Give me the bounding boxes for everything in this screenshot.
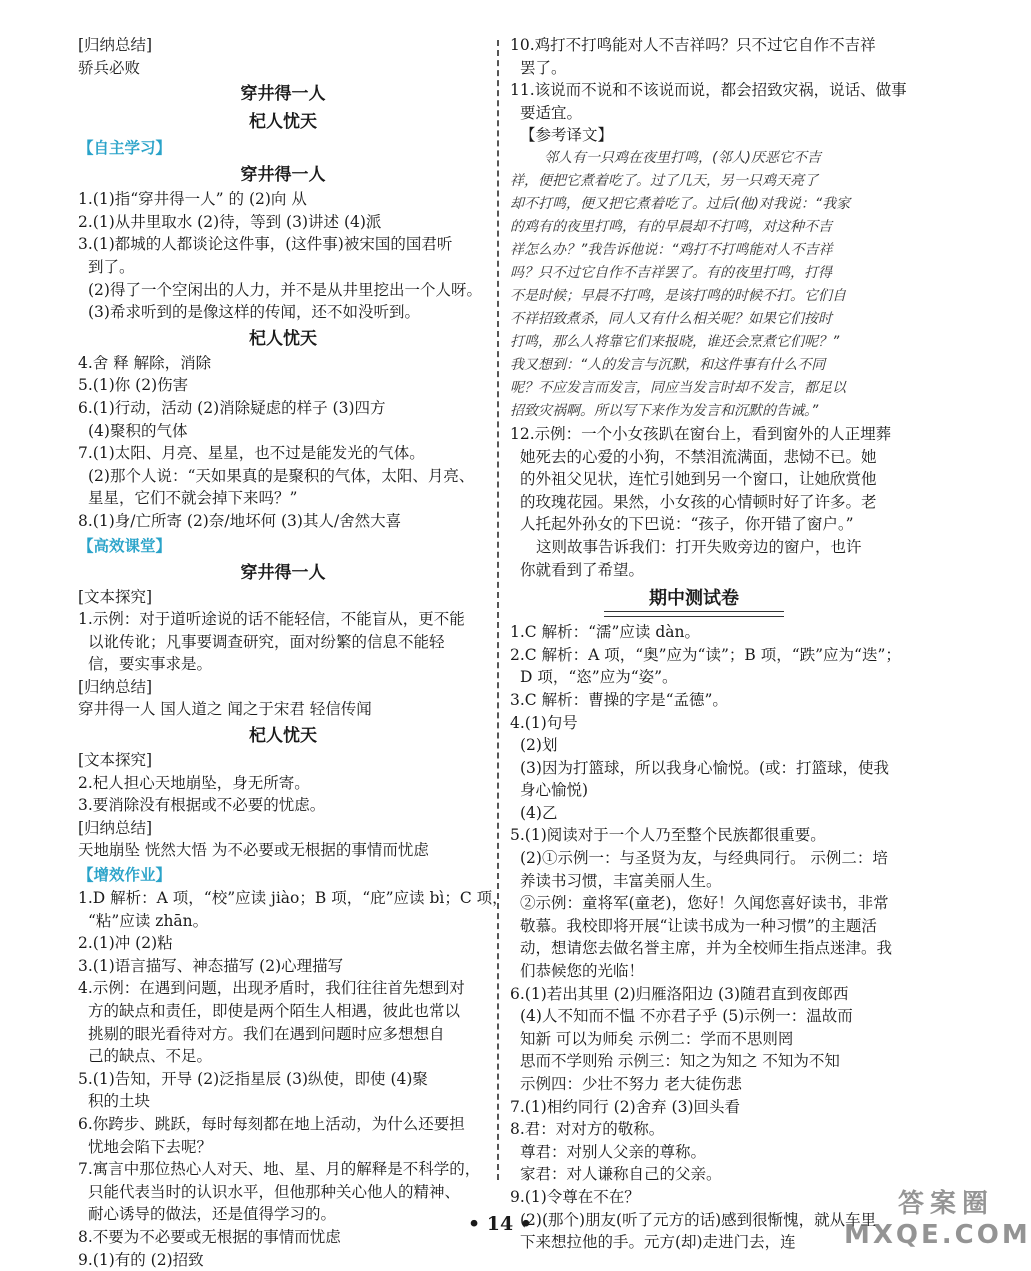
answer-line-continued: 们恭候您的光临！ (520, 962, 645, 981)
page-number: • 14 • (468, 1213, 532, 1235)
answer-line-continued: 耐心诱导的做法，还是值得学习的。 (88, 1205, 337, 1224)
answer-line-continued: 示例四：少壮不努力 老大徒伤悲 (520, 1075, 742, 1093)
answer-line-continued: 信，要实事求是。 (88, 655, 213, 674)
answer-line: 1.(1)指“穿井得一人” 的 (2)向 从 (78, 190, 307, 209)
right-column-top (510, 34, 930, 581)
section-label: [归纳总结] (78, 677, 153, 696)
answer-line-continued: 的玫瑰花园。果然，小女孩的心情顿时好了许多。老 (520, 492, 877, 511)
answer-line: 骄兵必败 (78, 58, 141, 77)
section-label: [归纳总结] (78, 818, 153, 837)
answer-line-continued: 身心愉悦) (520, 781, 589, 800)
answer-line-continued: (2)(那个)朋友(听了元方的话)感到很惭愧，就从车里 (520, 1210, 877, 1229)
section-label: 【参考译文】 (520, 126, 614, 145)
answer-line-continued: 己的缺点、不足。 (88, 1047, 213, 1066)
answer-line-continued: 知新 可以为师矣 示例二：学而不思则罔 (520, 1029, 794, 1048)
lesson-title: 杞人忧天 (249, 112, 317, 133)
answer-line-continued: 动，想请您去做名誉主席，并为全校师生指点迷津。我 (520, 939, 893, 958)
answer-line-continued: 下来想拉他的手。元方(却)走进门去，连 (520, 1233, 796, 1252)
answer-line: 4.示例：在遇到问题，出现矛盾时，我们往往首先想到对 (78, 979, 465, 998)
answer-line: 6.(1)行动，活动 (2)消除疑虑的样子 (3)四方 (78, 398, 386, 417)
answer-line: 11.该说而不说和不该说而说，都会招致灾祸，说话、做事 (510, 81, 907, 100)
section-heading: 【高效课堂】 (78, 535, 172, 555)
answer-line-continued: 人托起外孙女的下巴说：“孩子，你开错了窗户。” (520, 515, 854, 534)
lesson-title: 杞人忧天 (249, 726, 317, 747)
answer-line-continued: 这则故事告诉我们：打开失败旁边的窗户，也许 (536, 537, 862, 556)
answer-line-continued: 她死去的心爱的小狗，不禁泪流满面，悲恸不已。她 (520, 447, 877, 466)
answer-line: 4.(1)句号 (510, 713, 578, 732)
translation-line: 呢？不应发言而发言，同应当发言时却不发言，都足以 (510, 379, 846, 396)
answer-line: 1.示例：对于道听途说的话不能轻信，不能盲从，更不能 (78, 610, 465, 629)
answer-line-continued: (4)聚积的气体 (88, 421, 188, 440)
answer-line-continued: 星星，它们不就会掉下来吗？” (88, 489, 298, 508)
answer-line: 2.杞人担心天地崩坠，身无所寄。 (78, 773, 310, 792)
answer-line: 3.要消除没有根据或不必要的忧虑。 (78, 796, 326, 815)
answer-line: 8.不要为不必要或无根据的事情而忧虑 (78, 1227, 341, 1246)
answer-line: 9.(1)令尊在不在？ (510, 1187, 640, 1206)
answer-line: 10.鸡打不打鸣能对人不吉祥吗？只不过它自作不吉祥 (510, 36, 876, 54)
exam-title-rule (604, 611, 784, 617)
answer-line-continued: 方的缺点和责任，即使是两个陌生人相遇，彼此也常以 (88, 1002, 461, 1020)
section-label: [归纳总结] (78, 36, 153, 54)
translation-line: 吗？只不过它自作不吉祥罢了。有的夜里打鸣，打得 (510, 264, 832, 281)
answer-line-continued: (3)因为打篮球，所以我身心愉悦。(或：打篮球，使我 (520, 758, 890, 777)
answer-line-continued: 家君：对人谦称自己的父亲。 (520, 1165, 722, 1184)
answer-line-continued: (4)乙 (520, 803, 558, 822)
answer-line-continued: 积的土块 (88, 1092, 151, 1111)
answer-line-continued: 到了。 (88, 257, 135, 276)
answer-line: 3.C 解析：曹操的字是“孟德”。 (510, 690, 728, 709)
column-divider (497, 40, 499, 1180)
answer-line: 4.舍 释 解除，消除 (78, 353, 212, 372)
answer-line-continued: 思而不学则殆 示例三：知之为知之 不知为不知 (520, 1052, 840, 1071)
translation-line: 我又想到：“人的发言与沉默，和这件事有什么不同 (510, 356, 826, 373)
answer-line: 穿井得一人 国人道之 闻之于宋君 轻信传闻 (78, 700, 372, 719)
answer-line-continued: 尊君：对别人父亲的尊称。 (520, 1142, 707, 1161)
translation-line: 的鸡有的夜里打鸣，有的早晨却不打鸣，对这种不吉 (510, 218, 832, 235)
answer-line: 9.(1)有的 (2)招致 (78, 1250, 204, 1269)
lesson-title: 杞人忧天 (249, 328, 317, 349)
answer-line: 7.(1)太阳、月亮、星星，也不过是能发光的气体。 (78, 444, 425, 463)
lesson-title: 穿井得一人 (240, 562, 326, 583)
translation-line: 邻人有一只鸡在夜里打鸣，(邻人)厌恶它不吉 (544, 149, 821, 166)
answer-line-continued: (2)得了一个空闲出的人力，并不是从井里挖出一个人呀。 (88, 280, 482, 299)
translation-line: 不是时候；早晨不打鸣，是该打鸣的时候不打。它们自 (510, 287, 846, 304)
answer-line-continued: 养读书习惯，丰富美丽人生。 (520, 871, 722, 890)
answer-line-continued: 你就看到了希望。 (520, 560, 645, 579)
answer-line-continued: 要适宜。 (520, 103, 583, 122)
answer-line-continued: ②示例：童将军(童老)，您好！久闻您喜好读书，非常 (520, 894, 889, 913)
answer-line-continued: 以讹传讹；凡事要调查研究，面对纷繁的信息不能轻 (88, 632, 445, 651)
answer-line-continued: 只能代表当时的认识水平，但他那种关心他人的精神、 (88, 1182, 461, 1201)
answer-line-continued: 忧地会陷下去呢？ (88, 1137, 213, 1156)
answer-line: 2.(1)冲 (2)粘 (78, 934, 173, 953)
translation-line: 却不打鸣，便又把它煮着吃了。过后(他)对我说：“我家 (510, 195, 851, 212)
answer-line: 6.(1)若出其里 (2)归雁洛阳边 (3)随君直到夜郎西 (510, 984, 849, 1003)
answer-line: 12.示例：一个小女孩趴在窗台上，看到窗外的人正埋葬 (510, 424, 892, 443)
translation-line: 不祥招致煮杀，同人又有什么相关呢？如果它们按时 (510, 310, 832, 327)
watermark-text: 答案圈 (897, 1189, 994, 1219)
answer-line: 8.君：对对方的敬称。 (510, 1120, 665, 1139)
exam-heading (604, 587, 784, 617)
answer-line-continued: 的外祖父见状，连忙引她到另一个窗口，让她欣赏他 (520, 470, 877, 489)
right-column-bottom (510, 621, 930, 1254)
answer-line: 5.(1)阅读对于一个人乃至整个民族都很重要。 (510, 826, 826, 845)
right-column (510, 34, 930, 1254)
answer-line: 5.(1)告知，开导 (2)泛指星辰 (3)纵使，即使 (4)聚 (78, 1069, 428, 1088)
answer-line-continued: 敬慕。我校即将开展“让读书成为一种习惯”的主题活 (520, 916, 877, 935)
section-label: [文本探究] (78, 587, 153, 606)
watermark-logo (844, 1183, 1031, 1250)
answer-line: 天地崩坠 恍然大悟 为不必要或无根据的事情而忧虑 (78, 841, 429, 860)
answer-line: 7.(1)相约同行 (2)舍弃 (3)回头看 (510, 1097, 741, 1116)
answer-line-continued: (3)希求听到的是像这样的传闻，还不如没听到。 (88, 303, 420, 322)
answer-line: 3.(1)都城的人都谈论这件事，(这件事)被宋国的国君听 (78, 235, 453, 254)
answer-line: 2.(1)从井里取水 (2)待，等到 (3)讲述 (4)派 (78, 212, 382, 231)
translation-line: 打鸣，那么人将靠它们来报晓，谁还会烹煮它们呢？” (510, 333, 840, 350)
translation-line: 祥，便把它煮着吃了。过了几天，另一只鸡天亮了 (510, 172, 818, 189)
section-heading: 【增效作业】 (78, 865, 172, 885)
watermark-url: MXQE.COM (844, 1220, 1031, 1250)
section-label: [文本探究] (78, 751, 153, 770)
answer-line-continued: (2)划 (520, 736, 558, 755)
section-heading: 【自主学习】 (78, 138, 172, 158)
answer-line: 6.你跨步、跳跃，每时每刻都在地上活动，为什么还要担 (78, 1114, 465, 1133)
answer-line-continued: 罢了。 (520, 58, 567, 77)
answer-line-continued: 挑剔的眼光看待对方。我们在遇到问题时应多想想自 (88, 1024, 445, 1043)
answer-line-continued: “粘”应读 zhān。 (88, 911, 209, 930)
answer-line: 3.(1)语言描写、神态描写 (2)心理描写 (78, 956, 344, 975)
translation-line: 祥怎么办？”我告诉他说：“鸡打不打鸣能对人不吉祥 (510, 241, 833, 258)
lesson-title: 穿井得一人 (240, 84, 326, 105)
answer-line: 8.(1)身/亡所寄 (2)奈/地坏何 (3)其人/舍然大喜 (78, 511, 402, 530)
answer-line-continued: (2)那个人说：“天如果真的是聚积的气体，太阳、月亮、 (88, 466, 475, 485)
answer-line-continued: (4)人不知而不愠 不亦君子乎 (5)示例一：温故而 (520, 1007, 853, 1026)
answer-line-continued: D 项，“恣”应为“姿”。 (520, 668, 678, 687)
answer-line: 5.(1)你 (2)伤害 (78, 376, 189, 395)
answer-line: 1.D 解析：A 项，“校”应读 jiào；B 项，“庇”应读 bì；C 项， (78, 889, 508, 908)
translation-line: 招致灾祸啊。所以写下来作为发言和沉默的告诫。” (510, 402, 819, 419)
lesson-title: 穿井得一人 (240, 165, 326, 186)
answer-line: 1.C 解析：“濡”应读 dàn。 (510, 623, 700, 642)
answer-line: 7.寓言中那位热心人对天、地、星、月的解释是不科学的， (78, 1160, 481, 1179)
exam-title: 期中测试卷 (649, 588, 739, 610)
answer-line-continued: (2)①示例一：与圣贤为友，与经典同行。 示例二：培 (520, 849, 888, 868)
answer-line: 2.C 解析：A 项，“奥”应为“读”；B 项，“跌”应为“迭”； (510, 645, 901, 664)
